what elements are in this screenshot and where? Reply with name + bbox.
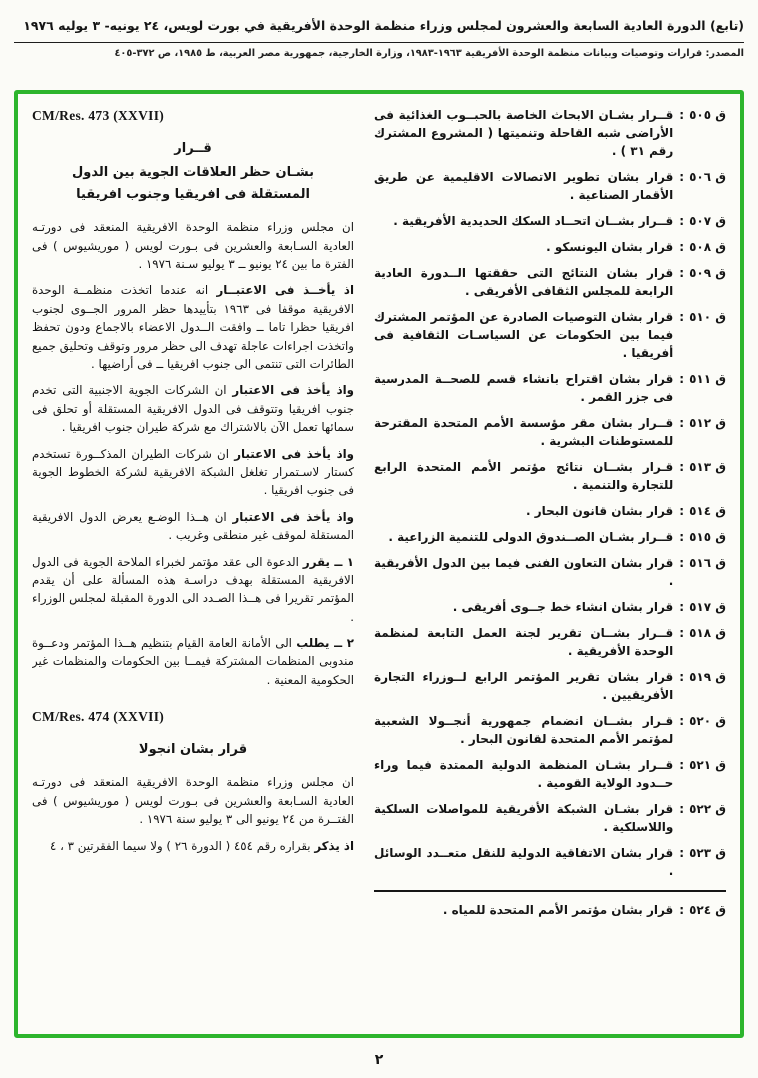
resolution-index-item bbox=[374, 414, 726, 450]
colon-separator: : bbox=[679, 214, 685, 228]
resolution-index-item bbox=[374, 502, 726, 520]
paragraph-text: ان الشركات الجوية الاجنبية التى تخدم جنوب افريقيا وتتوقف فى الدول الافريقية المستقلة أو تحلق فى سمائها تعمل الآن بالاشتراك مع شركة طيران جنوب افريقيا . bbox=[32, 383, 354, 435]
page-header bbox=[0, 0, 758, 61]
paragraph-text: ان هــذا الوضـع يعرض الدول الافريقية المستقلة لموقف غير منطقى وغريب . bbox=[32, 509, 354, 543]
resolution-473-body bbox=[32, 218, 354, 689]
resolution-number: ق ٥١٦ bbox=[689, 556, 726, 570]
resolution-number: ق ٥٠٧ bbox=[689, 214, 726, 228]
resolution-473-subheading-2: المستقلة فى افريقيا وجنوب افريقيا bbox=[76, 187, 310, 203]
resolution-paragraph bbox=[32, 773, 354, 828]
source-citation: المصدر: قرارات وتوصيات وبيانات منظمة الوحدة الأفريقية ١٩٦٣-١٩٨٣، وزارة الخارجية، جمهورية مصر العربية، ط ١٩٨٥، ص ٣٧٢-٤٠٥ bbox=[114, 47, 744, 59]
resolution-number: ق ٥٢٣ bbox=[689, 846, 726, 860]
resolution-paragraph bbox=[32, 218, 354, 273]
paragraph-lead: اذ يأخــذ فى الاعتبــار bbox=[216, 283, 355, 298]
resolution-number: ق ٥٠٦ bbox=[689, 170, 726, 184]
resolution-paragraph bbox=[32, 445, 354, 500]
resolution-index-title: قــرار بشان مقر مؤسسة الأمم المتحدة المقترحة للمستوطنات البشرية . bbox=[374, 416, 674, 448]
resolution-index-title: قرار بشان التوصيات الصادرة عن المؤتمر المشترك فيما بين الحكومات عن السياسـات الثقافية فى أفريقيا . bbox=[374, 310, 674, 360]
resolution-index-item bbox=[374, 264, 726, 300]
resolution-paragraph bbox=[32, 381, 354, 436]
resolution-index-title: قرار بشان انشاء خط جــوى أفريقى . bbox=[452, 600, 674, 614]
resolution-index-item bbox=[374, 370, 726, 406]
resolution-index-title: قرار بشـان الشبكة الأفريقية للمواصلات السلكية واللاسلكية . bbox=[374, 802, 674, 834]
resolution-index-item bbox=[374, 528, 726, 546]
resolution-paragraph bbox=[32, 837, 354, 855]
resolution-number: ق ٥١٨ bbox=[689, 626, 726, 640]
resolutions-index-column bbox=[374, 106, 726, 1024]
resolution-index-item bbox=[374, 168, 726, 204]
resolution-number: ق ٥١٤ bbox=[689, 504, 726, 518]
paragraph-lead: واذ يأخذ فى الاعتبار bbox=[232, 509, 355, 524]
resolution-index-title: قــرار بشـان المنظمة الدولية الممتدة فيما وراء حــدود الولاية القومية . bbox=[374, 758, 674, 790]
colon-separator: : bbox=[679, 108, 685, 122]
colon-separator: : bbox=[679, 626, 685, 640]
colon-separator: : bbox=[679, 714, 685, 728]
paragraph-text: ان شركات الطيران المذكــورة تستخدم كستار لاسـتمرار تغلغل الشبكة الافريقية لشركة الخطوط الجوية فى جنوب افريقيا . bbox=[32, 446, 354, 498]
resolution-index-title: قــرار بشـان الابحاث الخاصة بالحبــوب الغذائية فى الأراضى شبه القاحلة وتنميتها ( المشروع المشترك رقم ٣١ ) . bbox=[374, 108, 674, 158]
colon-separator: : bbox=[679, 416, 685, 430]
resolution-473-subheading-1: بشـان حظر العلاقات الجوية بين الدول bbox=[72, 165, 314, 181]
resolution-473-heading: قــرار bbox=[174, 141, 212, 156]
resolution-index-title: قرار بشان مؤتمر الأمم المتحدة للمياه . bbox=[442, 903, 674, 917]
resolution-paragraph bbox=[32, 281, 354, 373]
paragraph-text: الى الأمانة العامة القيام بتنظيم هــذا المؤتمر ودعــوة مندوبى المنظمات المشتركة فيمــا بين الحكومات والمنظمات غير الحكومية المعنية . bbox=[32, 636, 354, 687]
resolution-index-item bbox=[374, 212, 726, 230]
resolution-index-title: قــرار بشــان اتحــاد السكك الحديدية الأفريقية . bbox=[393, 214, 674, 228]
resolution-index-item bbox=[374, 308, 726, 362]
resolution-index-title: قرار بشان تطوير الاتصالات الاقليمية عن طريق الأقمار الصناعية . bbox=[374, 170, 674, 202]
paragraph-lead: ١ ــ يقرر bbox=[302, 554, 354, 569]
colon-separator: : bbox=[679, 460, 685, 474]
paragraph-text: ان مجلس وزراء منظمة الوحدة الافريقية المنعقد فى دورتـه العادية السـابعة والعشرين فى بـورت لويس ( موريشيوس ) فى الفتــرة من ٢٤ يونيو الى ٣ يوليو سنة ١٩٧٦ . bbox=[32, 775, 354, 827]
resolution-number: ق ٥٠٨ bbox=[689, 240, 726, 254]
resolution-index-title: قــرار بشـان الصــندوق الدولى للتنمية الزراعية . bbox=[388, 530, 674, 544]
paragraph-text: بقراره رقم ٤٥٤ ( الدورة ٢٦ ) ولا سيما الفقرتين ٣ ، ٤ bbox=[50, 838, 311, 853]
resolution-index-title: قرار بشان قانون البحار . bbox=[526, 504, 674, 518]
paragraph-lead: واذ يأخذ فى الاعتبار bbox=[232, 383, 355, 398]
colon-separator: : bbox=[679, 758, 685, 772]
colon-separator: : bbox=[679, 600, 685, 614]
paragraph-lead: ٢ ــ يطلب bbox=[296, 636, 354, 651]
colon-separator: : bbox=[679, 266, 685, 280]
resolution-index-title: قرار بشان تقرير المؤتمر الرابع لــوزراء التجارة الأفريقيين . bbox=[374, 670, 674, 702]
resolution-index-item bbox=[374, 756, 726, 792]
resolution-index-title: قرار بشان اليونسكو . bbox=[546, 240, 674, 254]
colon-separator: : bbox=[679, 903, 685, 917]
resolutions-index-list bbox=[374, 106, 726, 919]
colon-separator: : bbox=[679, 240, 685, 254]
resolution-index-title: قـرار بشــان انضمام جمهورية أنجــولا الشعبية لمؤتمر الأمم المتحدة لقانون البحار . bbox=[374, 714, 674, 746]
resolution-index-item bbox=[374, 844, 726, 880]
resolution-474-reference: CM/Res. 474 (XXVII) bbox=[32, 709, 165, 725]
resolution-paragraph bbox=[32, 508, 354, 545]
colon-separator: : bbox=[679, 846, 685, 860]
content-frame bbox=[14, 90, 744, 1038]
resolution-index-title: قرار بشان الاتفاقية الدولية للنقل متعــدد الوسائل . bbox=[374, 846, 674, 878]
resolution-text-column bbox=[32, 106, 354, 1024]
colon-separator: : bbox=[679, 170, 685, 184]
resolution-number: ق ٥٢٢ bbox=[689, 802, 726, 816]
resolution-number: ق ٥١٢ bbox=[689, 416, 726, 430]
resolution-number: ق ٥٠٩ bbox=[689, 266, 726, 280]
colon-separator: : bbox=[679, 310, 685, 324]
resolution-473-reference: CM/Res. 473 (XXVII) bbox=[32, 108, 165, 123]
resolution-index-title: قرار بشان التعاون الفنى فيما بين الدول الأفريقية . bbox=[374, 556, 674, 588]
resolution-474-heading: قرار بشان انجولا bbox=[138, 742, 248, 758]
resolution-index-title: قرار بشان النتائج التى حققتها الــدورة العادية الرابعة للمجلس الثقافى الأفريقى . bbox=[374, 266, 674, 298]
resolution-index-title: قـرار بشــان نتائج مؤتمر الأمم المتحدة الرابع للتجارة والتنمية . bbox=[374, 460, 674, 492]
resolution-index-item bbox=[374, 106, 726, 160]
header-divider bbox=[14, 42, 744, 43]
resolution-paragraph bbox=[32, 553, 354, 627]
resolution-index-item bbox=[374, 890, 726, 919]
resolution-index-item bbox=[374, 712, 726, 748]
resolution-473-titles bbox=[32, 138, 354, 206]
colon-separator: : bbox=[679, 530, 685, 544]
two-column-layout bbox=[32, 106, 726, 1024]
resolution-index-title: قــرار بشــان تقرير لجنة العمل التابعة لمنظمة الوحدة الأفريقية . bbox=[374, 626, 674, 658]
resolution-number: ق ٥٢٠ bbox=[689, 714, 726, 728]
resolution-number: ق ٥١٣ bbox=[689, 460, 726, 474]
resolution-index-item bbox=[374, 554, 726, 590]
colon-separator: : bbox=[679, 504, 685, 518]
resolution-index-item bbox=[374, 624, 726, 660]
resolution-index-item bbox=[374, 458, 726, 494]
paragraph-lead: واذ يأخذ فى الاعتبار bbox=[234, 446, 355, 461]
resolution-number: ق ٥١٩ bbox=[689, 670, 726, 684]
header-title: (تابع) الدورة العادية السابعة والعشرون لمجلس وزراء منظمة الوحدة الأفريقية في بورت لويس، ٢٤ يونيه- ٣ يوليه ١٩٧٦ bbox=[23, 18, 744, 33]
resolution-index-item bbox=[374, 598, 726, 616]
paragraph-text: الدعوة الى عقد مؤتمر لخبراء الملاحة الجوية فى الدول الافريقية المستقلة بهدف دراسـة هذه المسألة على أن يقدم المؤتمر تقريرا فى هــذا الصـدد الى الدورة المقبلة لمجلس الوزراء . bbox=[32, 554, 354, 624]
resolution-number: ق ٥١٧ bbox=[689, 600, 726, 614]
resolution-index-item bbox=[374, 668, 726, 704]
colon-separator: : bbox=[679, 372, 685, 386]
resolution-number: ق ٥١١ bbox=[689, 372, 726, 386]
resolution-index-item bbox=[374, 238, 726, 256]
resolution-number: ق ٥٠٥ bbox=[689, 108, 726, 122]
resolution-474-titles bbox=[32, 739, 354, 761]
resolution-index-title: قرار بشان اقتراح بانشاء قسم للصحــة المدرسية فى جزر القمر . bbox=[374, 372, 674, 404]
paragraph-text: انه عندما اتخذت منظمــة الوحدة الافريقية موقفا فى ١٩٦٣ بتأييدها حظر المرور الجــوى لجنوب افريقيا حظرا تاما ــ وافقت الــدول الاعضاء بالاجماع ودون تحفظ واتخذت اجراءات عاجلة تهدف الى حظر مرور وتوقف وتحليق جميع الطائرات التى تنتمى الى جنوب افريقيا ــ فى أراضيها . bbox=[32, 283, 354, 372]
colon-separator: : bbox=[679, 802, 685, 816]
paragraph-text: ان مجلس وزراء منظمة الوحدة الافريقية المنعقد فى دورتـه العادية السـابعة والعشرين فى بـورت لويس ( موريشيوس ) فى الفترة ما بين ٢٤ يونيو ــ ٣ يوليو سـنة ١٩٧٦ . bbox=[32, 220, 354, 272]
resolution-index-item bbox=[374, 800, 726, 836]
resolution-474-body bbox=[32, 773, 354, 855]
resolution-number: ق ٥٢٤ bbox=[689, 903, 726, 917]
resolution-number: ق ٥١٠ bbox=[689, 310, 726, 324]
paragraph-lead: اذ يذكر bbox=[314, 838, 354, 853]
colon-separator: : bbox=[679, 670, 685, 684]
colon-separator: : bbox=[679, 556, 685, 570]
resolution-paragraph bbox=[32, 634, 354, 689]
resolution-number: ق ٥٢١ bbox=[689, 758, 726, 772]
page-number: ٢ bbox=[374, 1052, 384, 1068]
resolution-number: ق ٥١٥ bbox=[689, 530, 726, 544]
